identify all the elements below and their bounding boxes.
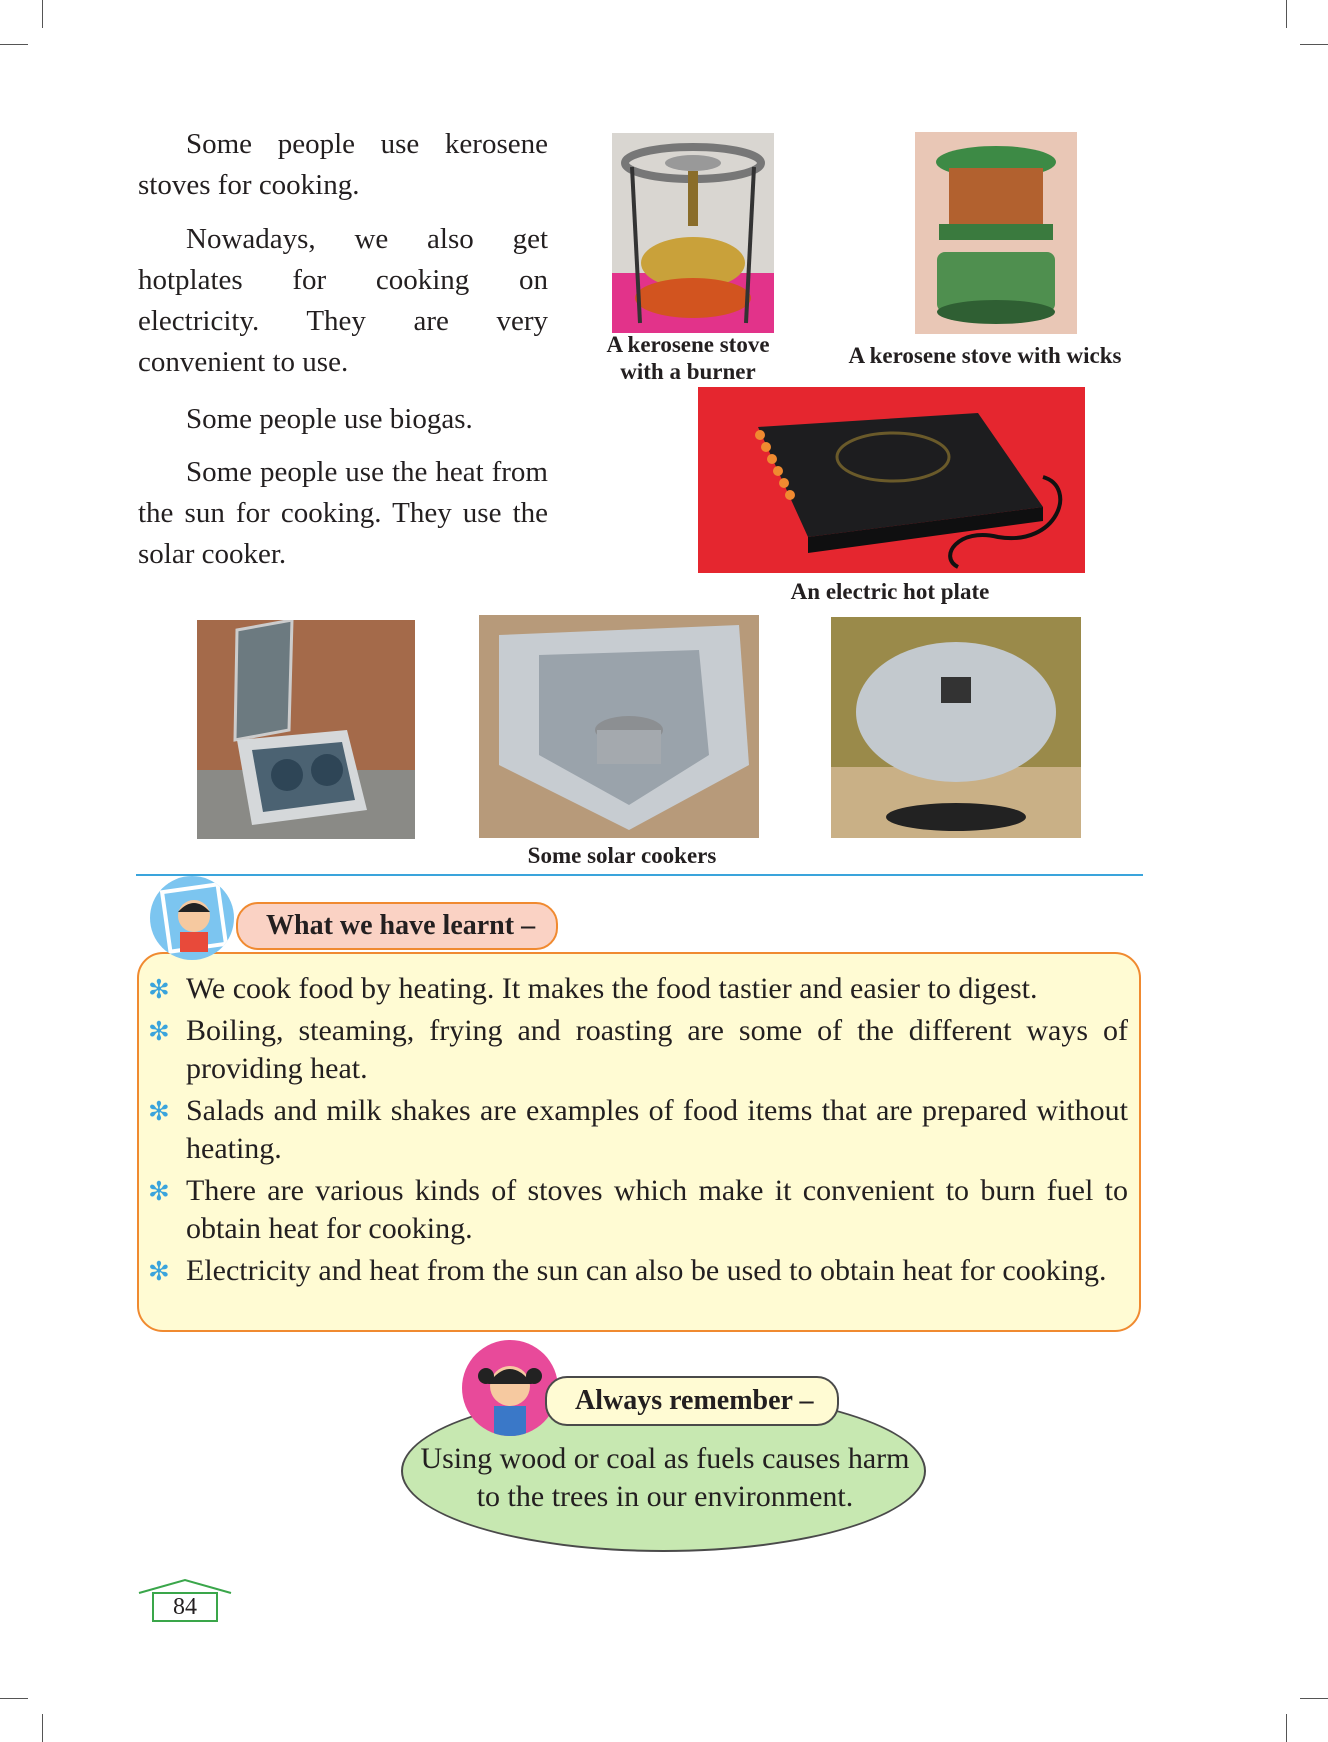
box-solar-cooker-image <box>197 620 415 839</box>
crop-mark <box>0 44 28 45</box>
crop-mark <box>0 1698 28 1699</box>
dish-solar-cooker-image <box>831 617 1081 838</box>
paragraph-kerosene: Some people use kerosene stoves for cooking. <box>138 128 548 201</box>
list-item <box>146 1252 1128 1290</box>
asterisk-bullet-icon: ✻ <box>148 975 170 1004</box>
caption-hot-plate: An electric hot plate <box>790 579 990 604</box>
boy-mascot-avatar <box>150 876 234 960</box>
remember-title: Always remember – <box>545 1376 839 1426</box>
list-item <box>146 970 1128 1008</box>
electric-hot-plate-image <box>698 387 1085 573</box>
crop-mark <box>1286 1714 1287 1742</box>
list-item-text: There are various kinds of stoves which make it convenient to burn fuel to obtain heat for cooking. <box>186 1174 1128 1245</box>
crop-mark <box>1300 1698 1328 1699</box>
asterisk-bullet-icon: ✻ <box>148 1177 170 1206</box>
crop-mark <box>42 0 43 28</box>
kerosene-wick-stove-image <box>915 132 1077 334</box>
asterisk-bullet-icon: ✻ <box>148 1257 170 1286</box>
learnt-list <box>146 970 1128 1294</box>
asterisk-bullet-icon: ✻ <box>148 1097 170 1126</box>
caption-line: A kerosene stove <box>606 332 770 357</box>
paragraph-solar: Some people use the heat from the sun for cooking. They use the solar cooker. <box>138 456 548 570</box>
list-item-text: Salads and milk shakes are examples of food items that are prepared without heating. <box>186 1094 1128 1165</box>
crop-mark <box>42 1714 43 1742</box>
girl-mascot-avatar <box>462 1340 558 1436</box>
panel-solar-cooker-image <box>479 615 759 838</box>
caption-kerosene-wicks: A kerosene stove with wicks <box>848 343 1122 368</box>
page-number: 84 <box>152 1592 218 1622</box>
kerosene-burner-stove-image <box>612 133 774 333</box>
crop-mark <box>1300 44 1328 45</box>
list-item-text: Electricity and heat from the sun can also be used to obtain heat for cooking. <box>186 1254 1107 1287</box>
caption-line: with a burner <box>620 359 756 384</box>
remember-text: Using wood or coal as fuels causes harm to the trees in our environment. <box>420 1442 910 1513</box>
caption-kerosene-burner <box>586 331 790 385</box>
list-item <box>146 1092 1128 1168</box>
section-divider <box>136 874 1143 876</box>
list-item <box>146 1012 1128 1088</box>
list-item-text: We cook food by heating. It makes the food tastier and easier to digest. <box>186 972 1038 1005</box>
crop-mark <box>1286 0 1287 28</box>
paragraph-biogas: Some people use biogas. <box>186 403 473 435</box>
asterisk-bullet-icon: ✻ <box>148 1017 170 1046</box>
list-item-text: Boiling, steaming, frying and roasting are some of the different ways of providing heat. <box>186 1014 1128 1085</box>
list-item <box>146 1172 1128 1248</box>
caption-solar-cookers: Some solar cookers <box>527 843 717 868</box>
paragraph-hotplates: Nowadays, we also get hotplates for cooking on electricity. They are very convenient to use. <box>138 223 548 378</box>
learnt-title: What we have learnt – <box>236 902 558 950</box>
